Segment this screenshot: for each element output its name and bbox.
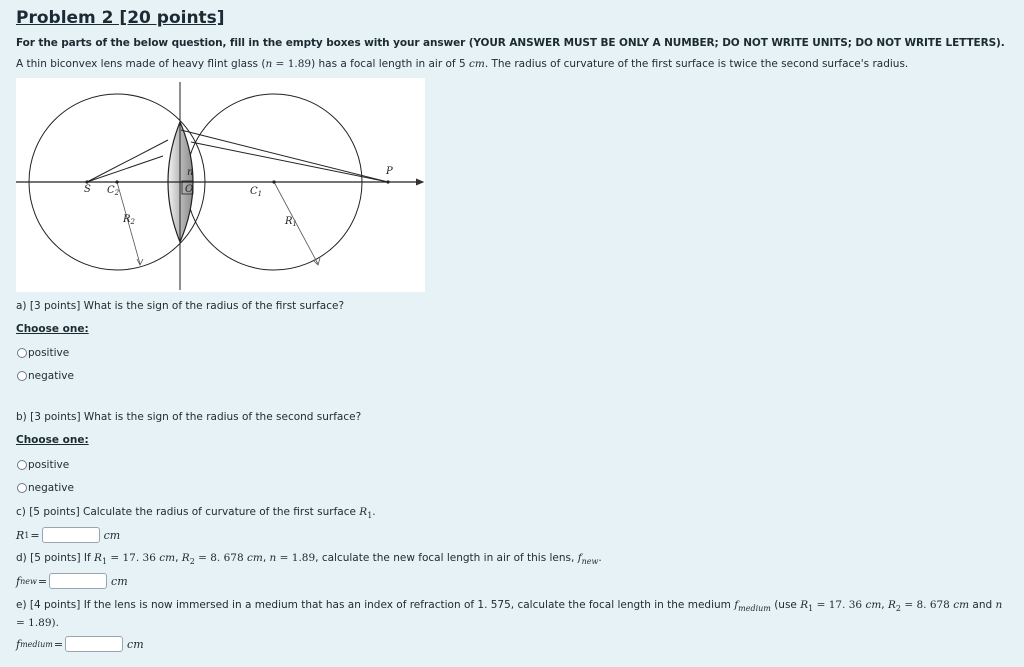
answer-row-c: R 1 = cm: [16, 528, 121, 542]
label-O: O: [185, 184, 194, 195]
question-e: e) [4 points] If the lens is now immersed in a medium that has an index of refraction of 1. 575, calculate the focal length in the medium $f_{medium}$ (use $R_1 = 17$. 36 cm, $R_2 = 8$. 678 cm and n = 1.89).: [16, 599, 1003, 630]
question-b-option-negative[interactable]: [17, 482, 74, 494]
lens-diagram-svg: [16, 78, 425, 292]
answer-c-symbol: R: [16, 528, 25, 542]
instructions: For the parts of the below question, fill in the empty boxes with your answer (YOUR ANSWER MUST BE ONLY A NUMBER; DO NOT WRITE UNITS; DO NOT WRITE LETTERS).: [16, 37, 1005, 49]
intro-text-1: A thin biconvex lens made of heavy flint glass (: [16, 58, 266, 70]
answer-row-d: f new = cm: [16, 574, 128, 588]
answer-input-r1[interactable]: [42, 527, 100, 543]
question-a-option-negative[interactable]: [17, 370, 74, 382]
answer-c-unit: cm: [103, 528, 121, 542]
question-b-choose-label: Choose one:: [16, 434, 89, 446]
answer-input-f-medium[interactable]: [65, 636, 123, 652]
intro-n-symbol: n: [265, 58, 273, 70]
label-R2: $R_2$: [123, 214, 135, 226]
option-label: negative: [28, 370, 74, 382]
label-S: S: [84, 184, 91, 195]
answer-row-e: f medium = cm: [16, 637, 144, 651]
label-C1: $C_1$: [250, 186, 263, 198]
point-P: [386, 180, 389, 183]
radio-icon[interactable]: [17, 371, 27, 381]
ray-refracted-1: [181, 130, 388, 182]
ray-refracted-2: [191, 142, 388, 182]
radio-icon[interactable]: [17, 348, 27, 358]
option-label: negative: [28, 482, 74, 494]
label-R1: $R_1$: [285, 216, 297, 228]
answer-e-unit: cm: [127, 637, 144, 651]
question-a-choose-label: Choose one:: [16, 323, 89, 335]
answer-d-unit: cm: [111, 574, 128, 588]
option-label: positive: [28, 459, 70, 471]
question-a: a) [3 points] What is the sign of the radius of the first surface?: [16, 300, 345, 312]
label-C2: $C_2$: [107, 185, 120, 197]
question-b: b) [3 points] What is the sign of the radius of the second surface?: [16, 411, 362, 423]
question-d: d) [5 points] If $R_1 = 17$. 36 cm, $R_2 = 8$. 678 cm, n = 1.89, calculate the new focal length in air of this lens, $f_{new}$.: [16, 552, 602, 567]
intro-unit: cm: [468, 58, 485, 70]
problem-title: Problem 2 [20 points]: [16, 8, 225, 28]
point-C2: [115, 180, 118, 183]
question-c: c) [5 points] Calculate the radius of curvature of the first surface $R_1$.: [16, 506, 376, 521]
point-C1: [272, 180, 275, 183]
question-a-option-positive[interactable]: [17, 347, 69, 359]
intro-text-2: ) has a focal length in air of 5: [311, 58, 469, 70]
intro-n-value: = 1.89: [272, 58, 312, 70]
radio-icon[interactable]: [17, 460, 27, 470]
label-n: n: [187, 167, 194, 178]
ray-incident-1: [87, 140, 168, 182]
label-P: P: [386, 166, 393, 177]
ray-incident-2: [87, 156, 163, 182]
problem-intro: [16, 58, 908, 70]
radio-icon[interactable]: [17, 483, 27, 493]
answer-e-symbol: f: [16, 637, 21, 651]
lens-diagram: [16, 78, 425, 292]
option-label: positive: [28, 347, 70, 359]
answer-input-f-new[interactable]: [49, 573, 107, 589]
answer-d-symbol: f: [16, 574, 21, 588]
question-b-option-positive[interactable]: [17, 459, 69, 471]
intro-text-3: . The radius of curvature of the first surface is twice the second surface's radius.: [484, 58, 909, 70]
